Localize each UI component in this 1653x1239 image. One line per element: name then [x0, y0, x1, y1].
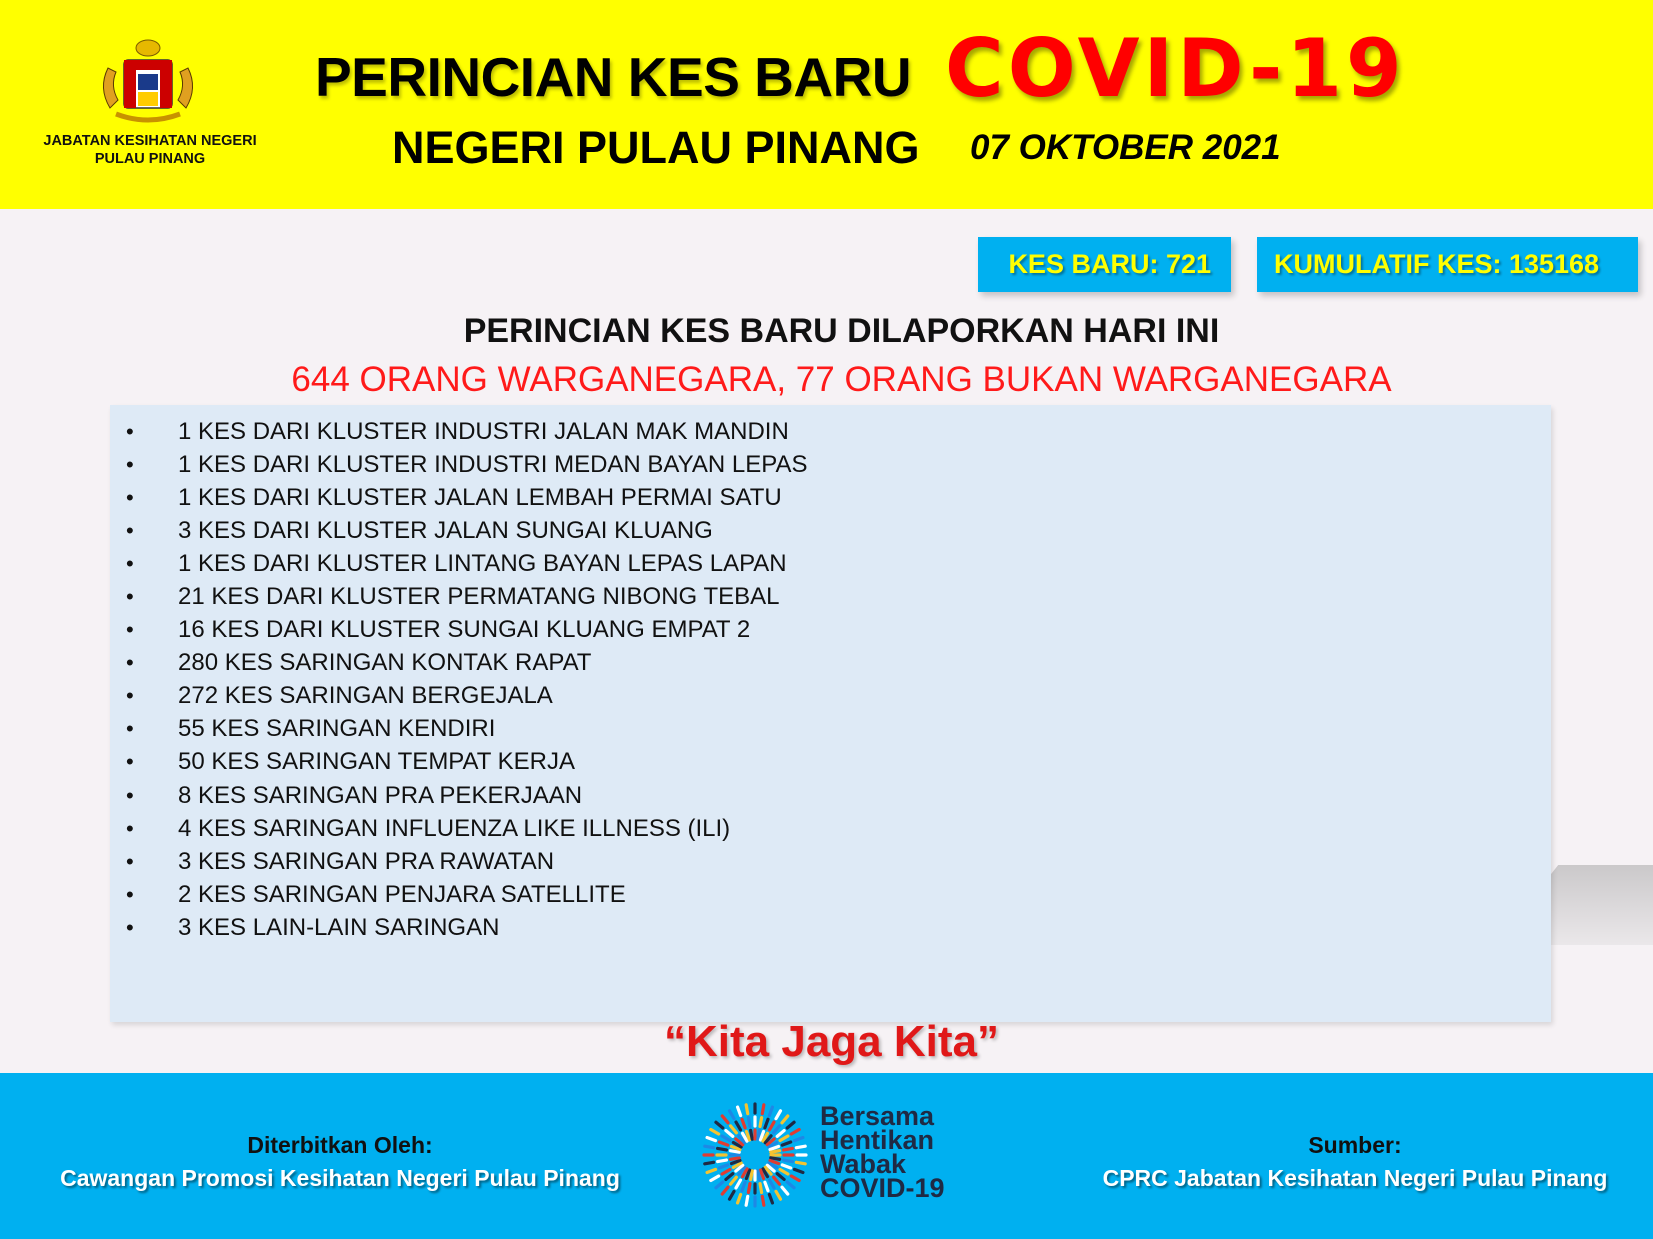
- source-label: Sumber:: [1308, 1132, 1402, 1158]
- case-list-item: [110, 680, 1551, 713]
- case-text: 3 KES DARI KLUSTER JALAN SUNGAI KLUANG: [178, 516, 713, 544]
- case-text: 2 KES SARINGAN PENJARA SATELLITE: [178, 880, 626, 908]
- case-list-item: [110, 415, 1551, 448]
- section-title: PERINCIAN KES BARU DILAPORKAN HARI INI: [463, 312, 1220, 350]
- department-line1: JABATAN KESIHATAN NEGERI: [43, 133, 257, 149]
- case-text: 3 KES LAIN-LAIN SARINGAN: [178, 913, 500, 941]
- bullet-icon: •: [126, 716, 134, 742]
- bullet-icon: •: [126, 584, 134, 610]
- coat-of-arms-icon: [88, 38, 208, 130]
- bullet-icon: •: [126, 550, 134, 576]
- case-list-item: [110, 911, 1551, 944]
- state-title: NEGERI PULAU PINANG: [392, 122, 920, 173]
- campaign-line: Wabak: [820, 1149, 907, 1179]
- campaign-line: Hentikan: [820, 1125, 935, 1155]
- case-list-item: [110, 448, 1551, 481]
- section-subtitle: 644 ORANG WARGANEGARA, 77 ORANG BUKAN WARGANEGARA: [291, 360, 1392, 399]
- case-text: 272 KES SARINGAN BERGEJALA: [178, 682, 553, 710]
- department-name: [20, 132, 280, 168]
- bullet-icon: •: [126, 418, 134, 444]
- case-list-item: [110, 514, 1551, 547]
- case-list-item: [110, 647, 1551, 680]
- bullet-icon: •: [126, 749, 134, 775]
- slogan: “Kita Jaga Kita”: [664, 1017, 999, 1066]
- case-text: 8 KES SARINGAN PRA PEKERJAAN: [178, 781, 583, 809]
- case-list-item: [110, 746, 1551, 779]
- bullet-icon: •: [126, 881, 134, 907]
- campaign-line: COVID-19: [820, 1173, 945, 1203]
- bullet-icon: •: [126, 782, 134, 808]
- case-list-item: [110, 614, 1551, 647]
- cumulative-cases-badge: KUMULATIF KES: 135168: [1257, 237, 1638, 292]
- case-text: 21 KES DARI KLUSTER PERMATANG NIBONG TEBAL: [178, 583, 780, 611]
- published-by: Cawangan Promosi Kesihatan Negeri Pulau Pinang: [60, 1165, 620, 1191]
- case-list-item: [110, 580, 1551, 613]
- department-line2: PULAU PINANG: [94, 151, 206, 167]
- case-list-item: [110, 845, 1551, 878]
- case-text: 3 KES SARINGAN PRA RAWATAN: [178, 847, 555, 875]
- covid-campaign-icon: [700, 1097, 810, 1212]
- report-date: 07 OKTOBER 2021: [970, 128, 1281, 167]
- case-text: 1 KES DARI KLUSTER INDUSTRI MEDAN BAYAN LEPAS: [178, 450, 808, 478]
- source-org: CPRC Jabatan Kesihatan Negeri Pulau Pinang: [1102, 1165, 1608, 1191]
- case-text: 16 KES DARI KLUSTER SUNGAI KLUANG EMPAT 2: [178, 616, 751, 644]
- case-list-item: [110, 481, 1551, 514]
- case-list-item: [110, 878, 1551, 911]
- case-text: 50 KES SARINGAN TEMPAT KERJA: [178, 748, 576, 776]
- covid-title: COVID-19: [945, 22, 1406, 115]
- case-text: 4 KES SARINGAN INFLUENZA LIKE ILLNESS (ILI): [178, 814, 731, 842]
- bullet-icon: •: [126, 683, 134, 709]
- report-title: PERINCIAN KES BARU: [315, 46, 912, 108]
- case-list-item: [110, 713, 1551, 746]
- bullet-icon: •: [126, 517, 134, 543]
- bullet-icon: •: [126, 914, 134, 940]
- case-text: 1 KES DARI KLUSTER LINTANG BAYAN LEPAS LAPAN: [178, 549, 787, 577]
- bullet-icon: •: [126, 451, 134, 477]
- bullet-icon: •: [126, 484, 134, 510]
- case-list: [110, 415, 1551, 945]
- bullet-icon: •: [126, 815, 134, 841]
- case-list-panel: [110, 405, 1551, 1022]
- campaign-text: [820, 1101, 990, 1203]
- case-list-item: [110, 812, 1551, 845]
- new-cases-badge: KES BARU: 721: [978, 237, 1231, 292]
- bullet-icon: •: [126, 617, 134, 643]
- campaign-line: Bersama: [820, 1101, 935, 1131]
- case-text: 280 KES SARINGAN KONTAK RAPAT: [178, 649, 592, 677]
- case-list-item: [110, 779, 1551, 812]
- case-list-item: [110, 547, 1551, 580]
- case-text: 1 KES DARI KLUSTER INDUSTRI JALAN MAK MANDIN: [178, 417, 789, 445]
- case-text: 55 KES SARINGAN KENDIRI: [178, 715, 496, 743]
- published-label: Diterbitkan Oleh:: [247, 1132, 433, 1158]
- case-text: 1 KES DARI KLUSTER JALAN LEMBAH PERMAI SATU: [178, 483, 782, 511]
- bullet-icon: •: [126, 650, 134, 676]
- bullet-icon: •: [126, 848, 134, 874]
